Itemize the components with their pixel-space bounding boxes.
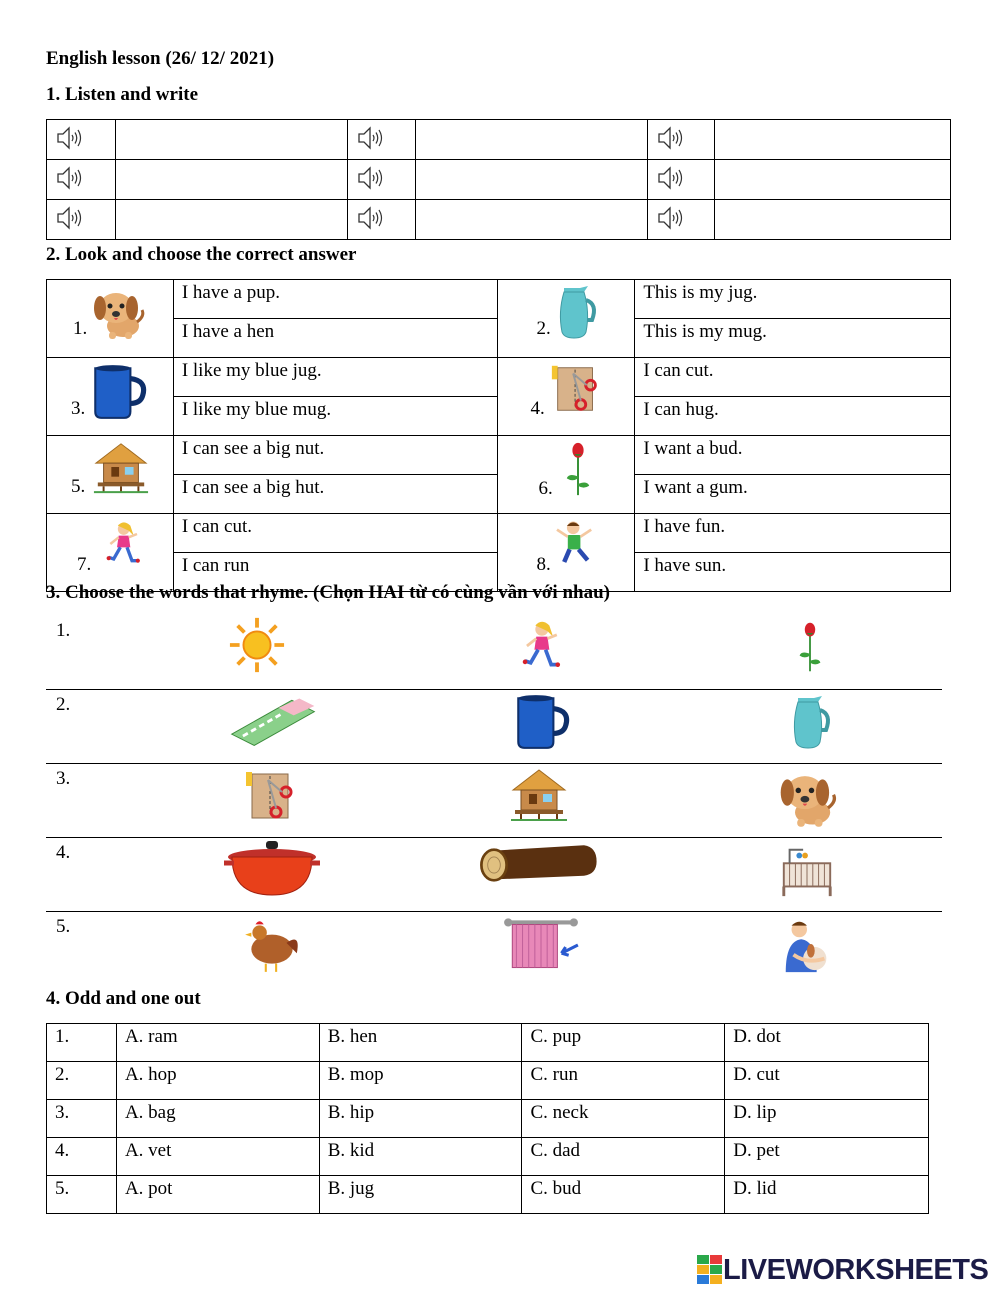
row-number: 2. xyxy=(47,1062,117,1100)
table-row xyxy=(47,436,951,475)
cot-icon[interactable] xyxy=(776,842,838,900)
rhyme-row xyxy=(46,690,942,764)
item-number: 2. xyxy=(536,318,551,339)
jug-icon[interactable] xyxy=(780,690,840,754)
rhyme-row xyxy=(46,912,942,986)
hut-icon[interactable] xyxy=(508,764,570,824)
answer-input[interactable] xyxy=(116,160,347,199)
picture-cell xyxy=(47,514,174,592)
liveworksheets-logo[interactable] xyxy=(697,1252,988,1288)
item-number: 5. xyxy=(71,476,86,497)
row-number: 3. xyxy=(47,1100,117,1138)
item-number: 8. xyxy=(536,554,551,575)
answer-option[interactable]: I have sun. xyxy=(635,553,951,592)
row-number: 3. xyxy=(56,768,71,789)
row-number: 5. xyxy=(56,916,71,937)
rhyme-row xyxy=(46,764,942,838)
audio-cell[interactable] xyxy=(648,200,715,240)
option-a[interactable]: A. hop xyxy=(116,1062,319,1100)
item-number: 4. xyxy=(530,398,545,419)
table-row xyxy=(47,200,951,240)
row-number: 2. xyxy=(56,694,71,715)
rhyme-row xyxy=(46,838,942,912)
answer-option[interactable]: This is my jug. xyxy=(635,280,951,319)
answer-option[interactable]: I can cut. xyxy=(635,358,951,397)
speaker-icon[interactable] xyxy=(55,164,83,192)
answer-option[interactable]: This is my mug. xyxy=(635,319,951,358)
picture-cell xyxy=(498,436,635,514)
option-a[interactable]: A. bag xyxy=(116,1100,319,1138)
listen-write-table xyxy=(46,119,951,240)
option-c[interactable]: C. pup xyxy=(522,1024,725,1062)
option-d[interactable]: D. cut xyxy=(725,1062,929,1100)
rose-bud-icon[interactable] xyxy=(784,616,836,678)
option-d[interactable]: D. dot xyxy=(725,1024,929,1062)
item-number: 1. xyxy=(73,318,88,339)
audio-cell[interactable] xyxy=(347,120,415,160)
speaker-icon[interactable] xyxy=(55,204,83,232)
speaker-icon[interactable] xyxy=(356,164,384,192)
answer-input[interactable] xyxy=(116,120,347,159)
option-d[interactable]: D. lip xyxy=(725,1100,929,1138)
mug-icon xyxy=(87,360,149,422)
option-b[interactable]: B. hip xyxy=(319,1100,522,1138)
answer-cell[interactable] xyxy=(115,200,347,240)
table-row xyxy=(47,1176,929,1214)
table-row xyxy=(47,120,951,160)
table-row xyxy=(47,1138,929,1176)
option-a[interactable]: A. vet xyxy=(116,1138,319,1176)
logo-blocks-icon xyxy=(697,1255,723,1285)
table-row xyxy=(47,358,951,397)
answer-input[interactable] xyxy=(715,160,950,199)
table-row xyxy=(47,160,951,200)
speaker-icon[interactable] xyxy=(656,204,684,232)
hut-icon xyxy=(91,438,151,496)
answer-cell[interactable] xyxy=(415,160,648,200)
pot-icon[interactable] xyxy=(222,838,322,900)
option-a[interactable]: A. ram xyxy=(116,1024,319,1062)
section3-heading: 3. Choose the words that rhyme. (Chọn HAI từ có cùng vần với nhau) xyxy=(46,582,610,603)
picture-cell xyxy=(498,358,635,436)
answer-option[interactable]: I want a gum. xyxy=(635,475,951,514)
rhyme-row xyxy=(46,616,942,690)
answer-option[interactable]: I can see a big hut. xyxy=(173,475,498,514)
log-icon[interactable] xyxy=(474,838,604,892)
answer-cell[interactable] xyxy=(115,120,347,160)
answer-option[interactable]: I have a hen xyxy=(173,319,498,358)
table-row xyxy=(47,280,951,319)
speaker-icon[interactable] xyxy=(656,164,684,192)
odd-one-out-table xyxy=(46,1023,929,1214)
section4-heading: 4. Odd and one out xyxy=(46,988,201,1009)
answer-cell[interactable] xyxy=(715,200,951,240)
answer-option[interactable]: I can hug. xyxy=(635,397,951,436)
option-b[interactable]: B. mop xyxy=(319,1062,522,1100)
picture-cell xyxy=(47,280,174,358)
audio-cell[interactable] xyxy=(47,160,116,200)
table-row xyxy=(47,1062,929,1100)
speaker-icon[interactable] xyxy=(55,124,83,152)
answer-input[interactable] xyxy=(116,200,347,239)
speaker-icon[interactable] xyxy=(356,124,384,152)
option-d[interactable]: D. pet xyxy=(725,1138,929,1176)
answer-option[interactable]: I can cut. xyxy=(173,514,498,553)
hen-icon[interactable] xyxy=(240,914,304,976)
option-c[interactable]: C. bud xyxy=(522,1176,725,1214)
choose-answer-table xyxy=(46,279,951,592)
answer-option[interactable]: I have a pup. xyxy=(173,280,498,319)
item-number: 3. xyxy=(71,398,86,419)
audio-cell[interactable] xyxy=(47,120,116,160)
jug-icon xyxy=(546,282,606,342)
answer-option[interactable]: I can run xyxy=(173,553,498,592)
answer-input[interactable] xyxy=(416,160,648,199)
audio-cell[interactable] xyxy=(47,200,116,240)
audio-cell[interactable] xyxy=(648,160,715,200)
answer-option[interactable]: I like my blue mug. xyxy=(173,397,498,436)
answer-input[interactable] xyxy=(715,200,950,239)
audio-cell[interactable] xyxy=(347,200,415,240)
running-girl-icon xyxy=(97,516,147,572)
speaker-icon[interactable] xyxy=(356,204,384,232)
answer-option[interactable]: I have fun. xyxy=(635,514,951,553)
page-title: English lesson (26/ 12/ 2021) xyxy=(46,48,275,69)
running-girl-icon[interactable] xyxy=(512,616,568,676)
item-number: 7. xyxy=(77,554,92,575)
answer-option[interactable]: I can see a big nut. xyxy=(173,436,498,475)
gum-icon[interactable] xyxy=(226,692,320,750)
row-number: 5. xyxy=(47,1176,117,1214)
section2-heading: 2. Look and choose the correct answer xyxy=(46,244,357,265)
mug-icon[interactable] xyxy=(506,690,576,752)
scissors-cut-icon[interactable] xyxy=(242,766,302,826)
audio-cell[interactable] xyxy=(648,120,715,160)
option-c[interactable]: C. run xyxy=(522,1062,725,1100)
option-c[interactable]: C. neck xyxy=(522,1100,725,1138)
option-b[interactable]: B. jug xyxy=(319,1176,522,1214)
answer-option[interactable]: I want a bud. xyxy=(635,436,951,475)
table-row xyxy=(47,1024,929,1062)
row-number: 1. xyxy=(56,620,71,641)
sun-icon[interactable] xyxy=(222,616,292,674)
scissors-cut-icon xyxy=(548,360,606,418)
rose-bud-icon xyxy=(550,438,606,500)
logo-text: LIVEWORKSHEETS xyxy=(723,1253,989,1286)
option-d[interactable]: D. lid xyxy=(725,1176,929,1214)
picture-cell xyxy=(47,436,174,514)
speaker-icon[interactable] xyxy=(656,124,684,152)
section1-heading: 1. Listen and write xyxy=(46,84,198,105)
answer-cell[interactable] xyxy=(415,200,648,240)
option-c[interactable]: C. dad xyxy=(522,1138,725,1176)
answer-option[interactable]: I like my blue jug. xyxy=(173,358,498,397)
option-b[interactable]: B. hen xyxy=(319,1024,522,1062)
item-number: 6. xyxy=(538,478,553,499)
answer-cell[interactable] xyxy=(415,120,648,160)
table-row xyxy=(47,514,951,553)
option-b[interactable]: B. kid xyxy=(319,1138,522,1176)
row-number: 4. xyxy=(47,1138,117,1176)
answer-cell[interactable] xyxy=(715,120,951,160)
answer-input[interactable] xyxy=(715,120,950,159)
answer-input[interactable] xyxy=(416,120,648,159)
hug-icon[interactable] xyxy=(778,914,836,976)
picture-cell xyxy=(498,280,635,358)
puppy-icon[interactable] xyxy=(772,764,840,830)
answer-cell[interactable] xyxy=(115,160,347,200)
row-number: 4. xyxy=(56,842,71,863)
answer-input[interactable] xyxy=(416,200,648,239)
option-a[interactable]: A. pot xyxy=(116,1176,319,1214)
picture-cell xyxy=(498,514,635,592)
puppy-icon xyxy=(87,282,147,342)
picture-cell xyxy=(47,358,174,436)
table-row xyxy=(47,1100,929,1138)
happy-boy-icon xyxy=(548,516,602,572)
wet-towel-icon[interactable] xyxy=(500,914,582,976)
row-number: 1. xyxy=(47,1024,117,1062)
answer-cell[interactable] xyxy=(715,160,951,200)
audio-cell[interactable] xyxy=(347,160,415,200)
